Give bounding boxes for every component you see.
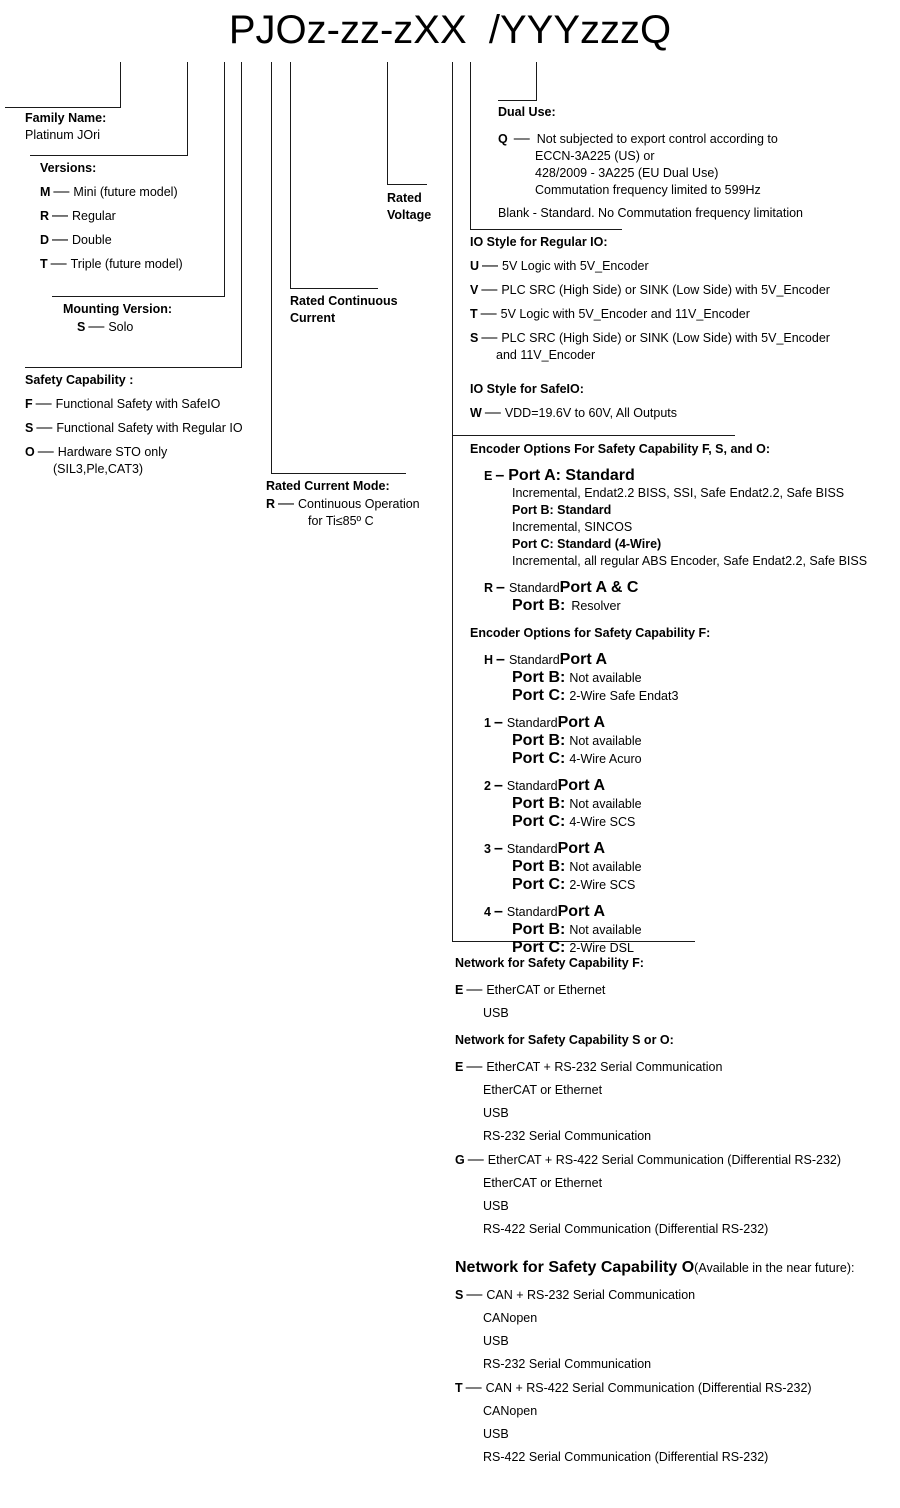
network-o-option-s-sub-usb: USB	[483, 1334, 509, 1348]
network-o-option-s-main: CAN + RS-232 Serial Communication	[486, 1288, 696, 1302]
encoder-f-item-h-port-b-label: Port B:	[512, 669, 566, 686]
encoder-f-item-2-port-b-value: Not available	[569, 797, 642, 811]
network-so-option-g-title	[455, 1151, 885, 1169]
dual-use-block	[498, 104, 898, 222]
network-f-option-e-code: E	[455, 983, 464, 997]
leader-bracket-mounting-version	[52, 296, 225, 297]
network-o-option-t	[455, 1379, 895, 1466]
encoder-f-item-3-lead: Standard	[506, 842, 558, 856]
io-style-regular-item-v-text: PLC SRC (High Side) or SINK (Low Side) with 5V_Encoder	[501, 283, 830, 297]
encoder-f-item-h-port-c	[470, 687, 890, 705]
io-style-regular-item-s-code: S	[470, 331, 479, 345]
network-so-option-e-sub-ethercat: EtherCAT or Ethernet	[483, 1083, 603, 1097]
rated-continuous-current-block	[290, 293, 450, 327]
encoder-f-heading: Encoder Options for Safety Capability F:	[470, 626, 711, 640]
io-style-regular-item-v-code: V	[470, 283, 479, 297]
io-style-regular-block	[470, 234, 890, 364]
rated-continuous-current-line1: Rated Continuous	[290, 294, 398, 308]
io-style-safeio-item-w-text: VDD=19.6V to 60V, All Outputs	[504, 406, 678, 420]
safety-capability-item-o-text: Hardware STO only	[57, 445, 168, 459]
encoder-fso-heading: Encoder Options For Safety Capability F, S, and O:	[470, 442, 771, 456]
io-style-safeio-item-w-dash: —	[484, 404, 501, 421]
encoder-fso-option-r-code: R	[484, 581, 494, 595]
versions-item-r-text: Regular	[72, 209, 116, 223]
rated-voltage-line2: Voltage	[387, 208, 432, 222]
network-o-option-t-title	[455, 1379, 895, 1397]
io-style-regular-item-u-code: U	[470, 259, 480, 273]
network-so-option-e-title	[455, 1058, 885, 1076]
encoder-f-item-3-dash: –	[493, 840, 503, 857]
rated-voltage-line1: Rated	[387, 191, 422, 205]
network-so-option-e-sub-usb: USB	[483, 1106, 509, 1120]
encoder-f-item-1-port-c-value: 4-Wire Acuro	[569, 752, 642, 766]
encoder-f-item-3-port-b-value: Not available	[569, 860, 642, 874]
io-style-regular-item-s-dash: —	[481, 329, 498, 346]
versions-item-m	[40, 183, 290, 201]
encoder-fso-option-r	[470, 579, 890, 597]
dual-use-item-q-line3: 428/2009 - 3A225 (EU Dual Use)	[535, 166, 719, 180]
leader-line-family-name	[120, 62, 121, 108]
safety-capability-item-f	[25, 395, 295, 413]
rated-current-mode-block	[266, 478, 466, 530]
network-f-option-e	[455, 981, 885, 999]
versions-item-r-code: R	[40, 209, 50, 223]
rated-continuous-current-line2: Current	[290, 311, 336, 325]
encoder-f-item-4-port-b	[470, 921, 890, 939]
network-so-option-g-sub-ethercat: EtherCAT or Ethernet	[483, 1176, 603, 1190]
versions-item-t	[40, 255, 290, 273]
network-f-option-e-main: EtherCAT or Ethernet	[486, 983, 606, 997]
leader-bracket-rated-voltage	[387, 184, 427, 185]
network-o-option-s-title	[455, 1286, 895, 1304]
network-so-option-g-sub-rs422: RS-422 Serial Communication (Differential RS-232)	[483, 1222, 769, 1236]
encoder-f-item-4-code: 4	[484, 905, 491, 919]
encoder-f-item-2-port-c-label: Port C:	[512, 813, 566, 830]
leader-bracket-encoder-options	[452, 435, 735, 436]
encoder-fso-option-e-port-b-title: Port B: Standard	[512, 503, 612, 517]
encoder-f-item-h-title	[470, 651, 890, 669]
versions-item-d-code: D	[40, 233, 50, 247]
encoder-f-item-1-port-a: Port A	[557, 714, 605, 731]
dual-use-item-q-dash: —	[513, 130, 530, 147]
encoder-fso-option-e-port-c-title: Port C: Standard (4-Wire)	[512, 537, 662, 551]
safety-capability-block	[25, 372, 295, 478]
encoder-f-item-3-port-b	[470, 858, 890, 876]
encoder-f-item-h-port-b	[470, 669, 890, 687]
rated-current-mode-item-r-dash: —	[278, 495, 295, 512]
leader-line-encoder-options	[452, 62, 453, 436]
io-style-regular-item-u	[470, 257, 890, 275]
io-style-regular-item-s-text: PLC SRC (High Side) or SINK (Low Side) with 5V_Encoder	[501, 331, 830, 345]
encoder-fso-option-r-port-b	[470, 597, 890, 615]
network-so-option-e-main: EtherCAT + RS-232 Serial Communication	[486, 1060, 723, 1074]
encoder-f-item-4-dash: –	[493, 903, 503, 920]
encoder-f-item-1-title	[470, 714, 890, 732]
rated-current-mode-item-r-code: R	[266, 497, 276, 511]
encoder-fso-option-e-code: E	[484, 469, 493, 483]
dual-use-item-q	[498, 130, 898, 148]
network-o-option-t-main: CAN + RS-422 Serial Communication (Differential RS-232)	[485, 1381, 812, 1395]
encoder-f-item-h-dash: –	[496, 651, 505, 668]
network-so-option-g-code: G	[455, 1153, 465, 1167]
encoder-f-item-2-port-a: Port A	[557, 777, 605, 794]
network-so-option-e-sub-rs232: RS-232 Serial Communication	[483, 1129, 652, 1143]
versions-item-m-dash: —	[53, 183, 70, 200]
network-o-heading-bold: Network for Safety Capability O	[455, 1259, 695, 1276]
encoder-fso-option-r-port-b-value: Resolver	[571, 599, 621, 613]
safety-capability-item-f-text: Functional Safety with SafeIO	[55, 397, 221, 411]
rated-current-mode-heading: Rated Current Mode:	[266, 479, 390, 493]
encoder-f-item-3-port-a: Port A	[557, 840, 605, 857]
encoder-f-item-4-port-c-label: Port C:	[512, 939, 566, 956]
network-f-block	[455, 955, 885, 1022]
dual-use-item-q-line1: Not subjected to export control according to	[536, 132, 778, 146]
encoder-f-item-2-port-b-label: Port B:	[512, 795, 566, 812]
mounting-version-heading: Mounting Version:	[63, 302, 173, 316]
network-f-heading: Network for Safety Capability F:	[455, 956, 644, 970]
encoder-f-item-3-port-c-label: Port C:	[512, 876, 566, 893]
versions-item-m-code: M	[40, 185, 51, 199]
io-style-safeio-item-w-code: W	[470, 406, 482, 420]
network-o-option-s-code: S	[455, 1288, 464, 1302]
io-style-safeio-heading: IO Style for SafeIO:	[470, 382, 584, 396]
encoder-fso-option-r-port-b-label: Port B:	[512, 597, 566, 614]
io-style-regular-item-s	[470, 329, 890, 347]
rated-current-mode-sub-note: for Ti≤85º C	[308, 514, 374, 528]
rated-current-mode-item-r	[266, 495, 466, 513]
mounting-version-item-s-text: Solo	[108, 320, 134, 334]
network-o-option-t-sub-canopen: CANopen	[483, 1404, 538, 1418]
network-so-block	[455, 1032, 885, 1238]
rated-voltage-block	[387, 190, 497, 224]
versions-item-t-dash: —	[50, 255, 67, 272]
io-style-regular-item-u-dash: —	[482, 257, 499, 274]
encoder-f-item-2-code: 2	[484, 779, 491, 793]
network-so-option-g	[455, 1151, 885, 1238]
dual-use-item-q-line2: ECCN-3A225 (US) or	[535, 149, 655, 163]
family-name-value: Platinum JOri	[25, 128, 101, 142]
safety-capability-heading: Safety Capability :	[25, 373, 134, 387]
encoder-f-item-3-title	[470, 840, 890, 858]
network-o-block	[455, 1259, 895, 1466]
network-so-option-g-sub-usb: USB	[483, 1199, 509, 1213]
encoder-f-item-2-lead: Standard	[506, 779, 558, 793]
leader-bracket-safety-capability	[25, 367, 242, 368]
encoder-f-item-h-port-c-value: 2-Wire Safe Endat3	[569, 689, 679, 703]
leader-bracket-rated-continuous-current	[290, 288, 378, 289]
versions-item-d-dash: —	[52, 231, 69, 248]
safety-capability-item-f-dash: —	[35, 395, 52, 412]
encoder-f-item-1-lead: Standard	[506, 716, 558, 730]
network-f-option-e-sub-usb: USB	[483, 1006, 509, 1020]
network-so-option-g-main: EtherCAT + RS-422 Serial Communication (Differential RS-232)	[487, 1153, 842, 1167]
mounting-version-block	[63, 301, 293, 336]
leader-line-rated-continuous-current	[290, 62, 291, 289]
leader-bracket-io-style	[470, 229, 622, 230]
safety-capability-item-s-text: Functional Safety with Regular IO	[56, 421, 243, 435]
encoder-f-item-2-title	[470, 777, 890, 795]
safety-capability-item-o-dash: —	[37, 443, 54, 460]
io-style-regular-item-t	[470, 305, 890, 323]
io-style-regular-heading: IO Style for Regular IO:	[470, 235, 608, 249]
safety-capability-item-s-code: S	[25, 421, 34, 435]
encoder-f-item-1-code: 1	[484, 716, 491, 730]
leader-bracket-family-name	[5, 107, 121, 108]
network-so-option-e-code: E	[455, 1060, 464, 1074]
network-so-option-e	[455, 1058, 885, 1145]
part-number-title: PJOz-zz-zXX /YYYzzzQ	[228, 8, 672, 52]
encoder-f-item-4-lead: Standard	[506, 905, 558, 919]
network-o-option-t-sub-usb: USB	[483, 1427, 509, 1441]
network-so-heading: Network for Safety Capability S or O:	[455, 1033, 674, 1047]
rated-current-mode-item-r-text: Continuous Operation	[298, 497, 420, 511]
family-name-heading: Family Name:	[25, 111, 107, 125]
encoder-f-item-3-port-b-label: Port B:	[512, 858, 566, 875]
encoder-fso-option-e-dash: –	[495, 467, 505, 484]
encoder-f-item-3	[470, 840, 890, 894]
safety-capability-item-f-code: F	[25, 397, 33, 411]
encoder-f-item-2-dash: –	[493, 777, 503, 794]
versions-item-d	[40, 231, 290, 249]
mounting-version-item-s-dash: —	[88, 318, 105, 335]
encoder-fso-option-e	[470, 467, 890, 485]
io-style-regular-item-t-code: T	[470, 307, 478, 321]
dual-use-heading: Dual Use:	[498, 105, 556, 119]
versions-item-r	[40, 207, 290, 225]
versions-item-t-text: Triple (future model)	[70, 257, 183, 271]
safety-capability-item-s	[25, 419, 295, 437]
encoder-f-item-3-code: 3	[484, 842, 491, 856]
encoder-f-item-1-port-b	[470, 732, 890, 750]
encoder-f-item-1	[470, 714, 890, 768]
io-style-regular-item-s-continuation: and 11V_Encoder	[496, 348, 596, 362]
versions-item-t-code: T	[40, 257, 48, 271]
safety-capability-sub-note: (SIL3,Ple,CAT3)	[53, 462, 144, 476]
network-so-option-e-dash: —	[466, 1058, 483, 1075]
encoder-f-item-2-port-b	[470, 795, 890, 813]
encoder-f-item-2	[470, 777, 890, 831]
io-style-regular-item-t-text: 5V Logic with 5V_Encoder and 11V_Encoder	[500, 307, 750, 321]
versions-heading: Versions:	[40, 161, 97, 175]
safety-capability-item-o-code: O	[25, 445, 35, 459]
network-o-option-s-sub-rs232: RS-232 Serial Communication	[483, 1357, 652, 1371]
encoder-fso-option-e-port-a-detail: Incremental, Endat2.2 BISS, SSI, Safe Endat2.2, Safe BISS	[512, 486, 845, 500]
encoder-f-item-1-port-b-label: Port B:	[512, 732, 566, 749]
network-o-option-t-code: T	[455, 1381, 463, 1395]
encoder-fso-option-e-port-b-detail: Incremental, SINCOS	[512, 520, 633, 534]
mounting-version-item-s-code: S	[77, 320, 86, 334]
encoder-f-item-h-code: H	[484, 653, 494, 667]
encoder-f-item-1-port-b-value: Not available	[569, 734, 642, 748]
encoder-f-item-4-title	[470, 903, 890, 921]
encoder-f-item-3-port-c-value: 2-Wire SCS	[569, 878, 636, 892]
encoder-f-item-h-port-a: Port A	[559, 651, 608, 668]
encoder-f-item-h-lead: Standard	[508, 653, 560, 667]
encoder-fso-option-r-ports: Port A & C	[559, 579, 639, 596]
versions-block	[40, 160, 290, 273]
encoder-f-item-3-port-c	[470, 876, 890, 894]
encoder-fso-option-r-dash: –	[496, 579, 505, 596]
network-so-option-g-dash: —	[467, 1151, 484, 1168]
dual-use-item-q-code: Q	[498, 132, 508, 146]
encoder-f-item-1-port-c-label: Port C:	[512, 750, 566, 767]
encoder-f-item-4	[470, 903, 890, 957]
io-style-safeio-item-w	[470, 404, 890, 422]
encoder-f-item-h-port-b-value: Not available	[569, 671, 642, 685]
encoder-fso-option-r-lead: Standard	[508, 581, 560, 595]
dual-use-item-q-line4: Commutation frequency limited to 599Hz	[535, 183, 761, 197]
encoder-f-item-h	[470, 651, 890, 705]
encoder-fso-block	[470, 441, 890, 615]
encoder-f-item-2-port-c-value: 4-Wire SCS	[569, 815, 636, 829]
encoder-f-item-4-port-a: Port A	[557, 903, 605, 920]
network-o-option-s	[455, 1286, 895, 1373]
encoder-f-item-4-port-c-value: 2-Wire DSL	[569, 941, 634, 955]
versions-item-r-dash: —	[52, 207, 69, 224]
io-style-regular-item-u-text: 5V Logic with 5V_Encoder	[502, 259, 649, 273]
safety-capability-item-o	[25, 443, 295, 461]
encoder-f-item-1-dash: –	[493, 714, 503, 731]
io-style-regular-item-t-dash: —	[480, 305, 497, 322]
network-o-heading	[455, 1259, 895, 1277]
encoder-f-item-4-port-b-value: Not available	[569, 923, 642, 937]
encoder-fso-option-e-port-c-detail: Incremental, all regular ABS Encoder, Safe Endat2.2, Safe BISS	[512, 554, 868, 568]
network-o-option-t-sub-rs422: RS-422 Serial Communication (Differential RS-232)	[483, 1450, 769, 1464]
mounting-version-item-s	[63, 318, 293, 336]
network-o-heading-normal: (Available in the near future):	[694, 1261, 855, 1275]
family-name-block	[25, 110, 285, 144]
dual-use-blank-line: Blank - Standard. No Commutation frequency limitation	[498, 206, 804, 220]
versions-item-m-text: Mini (future model)	[73, 185, 178, 199]
network-o-option-s-sub-canopen: CANopen	[483, 1311, 538, 1325]
encoder-f-item-h-port-c-label: Port C:	[512, 687, 566, 704]
encoder-f-item-4-port-b-label: Port B:	[512, 921, 566, 938]
network-o-option-t-dash: —	[465, 1379, 482, 1396]
safety-capability-item-s-dash: —	[36, 419, 53, 436]
versions-item-d-text: Double	[72, 233, 112, 247]
encoder-fso-option-e-port-a-title: Port A: Standard	[508, 467, 635, 484]
network-o-option-s-dash: —	[466, 1286, 483, 1303]
leader-bracket-dual-use	[498, 100, 537, 101]
leader-line-rated-voltage	[387, 62, 388, 185]
io-style-regular-item-v-dash: —	[481, 281, 498, 298]
encoder-f-item-1-port-c	[470, 750, 890, 768]
leader-bracket-versions	[30, 155, 188, 156]
io-style-safeio-block	[470, 381, 890, 422]
encoder-f-item-2-port-c	[470, 813, 890, 831]
io-style-regular-item-v	[470, 281, 890, 299]
leader-line-dual-use	[536, 62, 537, 101]
network-f-option-e-dash: —	[466, 981, 483, 998]
encoder-f-block	[470, 625, 890, 957]
